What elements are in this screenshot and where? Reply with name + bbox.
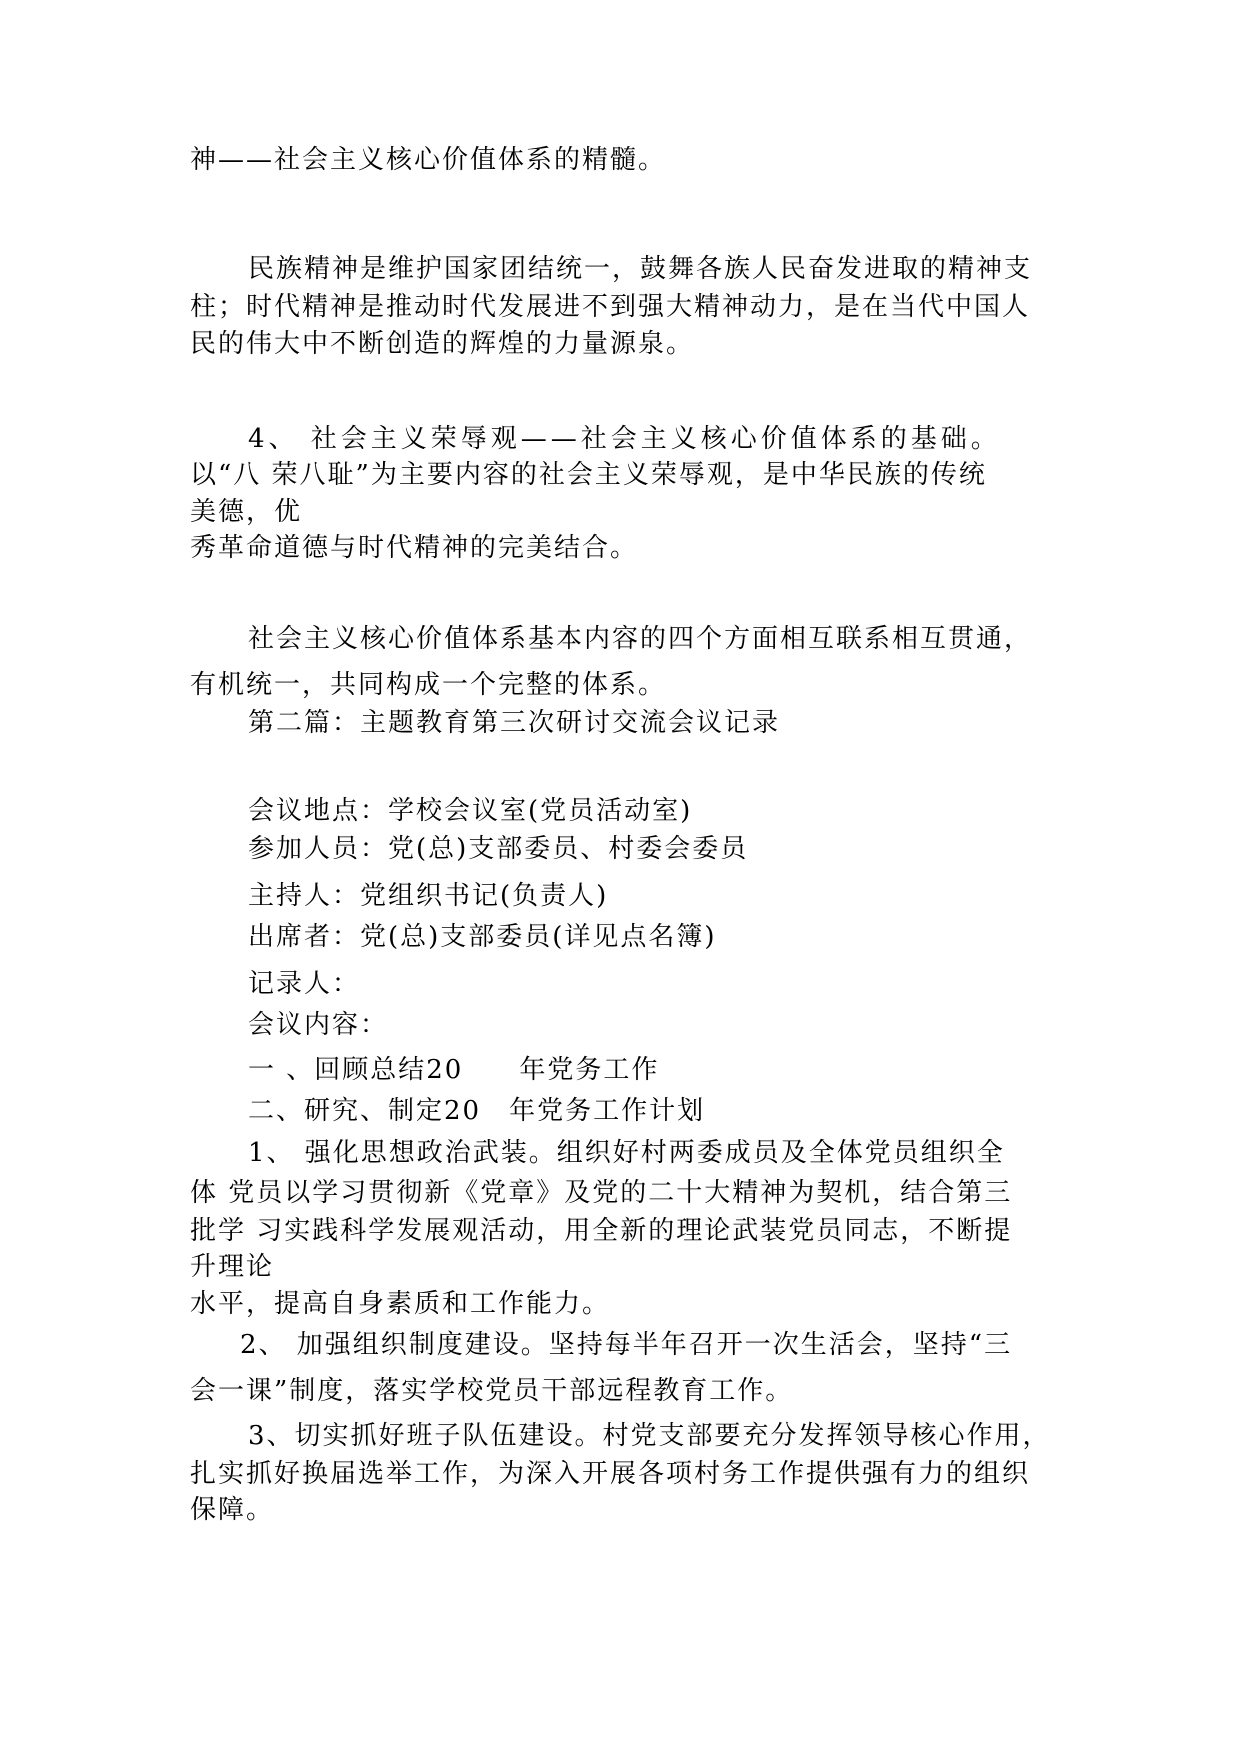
text-line: 批学 习实践科学发展观活动，用全新的理论武装党员同志，不断提 — [190, 1216, 1013, 1246]
text-line: 出席者：党(总)支部委员(详见点名簿) — [248, 922, 717, 952]
text-line: 4、 社会主义荣辱观——社会主义核心价值体系的基础。 — [248, 424, 1001, 454]
text-line: 柱；时代精神是推动时代发展进不到强大精神动力，是在当代中国人 — [190, 292, 1031, 322]
text-line: 美德，优 — [190, 497, 303, 527]
text-line: 升理论 — [190, 1252, 275, 1282]
text-line: 民的伟大中不断创造的辉煌的力量源泉。 — [190, 329, 695, 359]
text-line: 民族精神是维护国家团结统一，鼓舞各族人民奋发进取的精神支 — [248, 254, 1033, 284]
text-line: 以“八 荣八耻”为主要内容的社会主义荣辱观，是中华民族的传统 — [190, 460, 987, 490]
text-line: 社会主义核心价值体系基本内容的四个方面相互联系相互贯通， — [248, 624, 1033, 654]
text-line: 主持人：党组织书记(负责人) — [248, 881, 609, 911]
text-line: 有机统一，共同构成一个完整的体系。 — [190, 670, 667, 700]
text-line: 扎实抓好换届选举工作，为深入开展各项村务工作提供强有力的组织 — [190, 1459, 1031, 1489]
text-line: 一 、回顾总结20 年党务工作 — [248, 1055, 660, 1085]
text-line: 水平，提高自身素质和工作能力。 — [190, 1289, 611, 1319]
text-line: 体 党员以学习贯彻新《党章》及党的二十大精神为契机，结合第三 — [190, 1178, 1013, 1208]
text-line: 会议地点：学校会议室(党员活动室) — [248, 796, 693, 826]
section-heading: 第二篇：主题教育第三次研讨交流会议记录 — [248, 708, 781, 738]
text-line: 2、 加强组织制度建设。坚持每半年召开一次生活会，坚持“三 — [240, 1330, 1013, 1360]
text-line: 1、 强化思想政治武装。组织好村两委成员及全体党员组织全 — [248, 1138, 1005, 1168]
text-line: 保障。 — [190, 1495, 275, 1525]
text-line: 秀革命道德与时代精神的完美结合。 — [190, 533, 639, 563]
text-line: 3、切实抓好班子队伍建设。村党支部要充分发挥领导核心作用， — [248, 1421, 1051, 1451]
text-line: 会议内容： — [248, 1010, 389, 1040]
text-line: 参加人员：党(总)支部委员、村委会委员 — [248, 834, 749, 864]
text-line: 神——社会主义核心价值体系的精髓。 — [190, 145, 667, 175]
text-line: 会一课”制度，落实学校党员干部远程教育工作。 — [190, 1376, 794, 1406]
text-line: 二、研究、制定20 年党务工作计划 — [248, 1096, 706, 1126]
text-line: 记录人： — [248, 969, 361, 999]
